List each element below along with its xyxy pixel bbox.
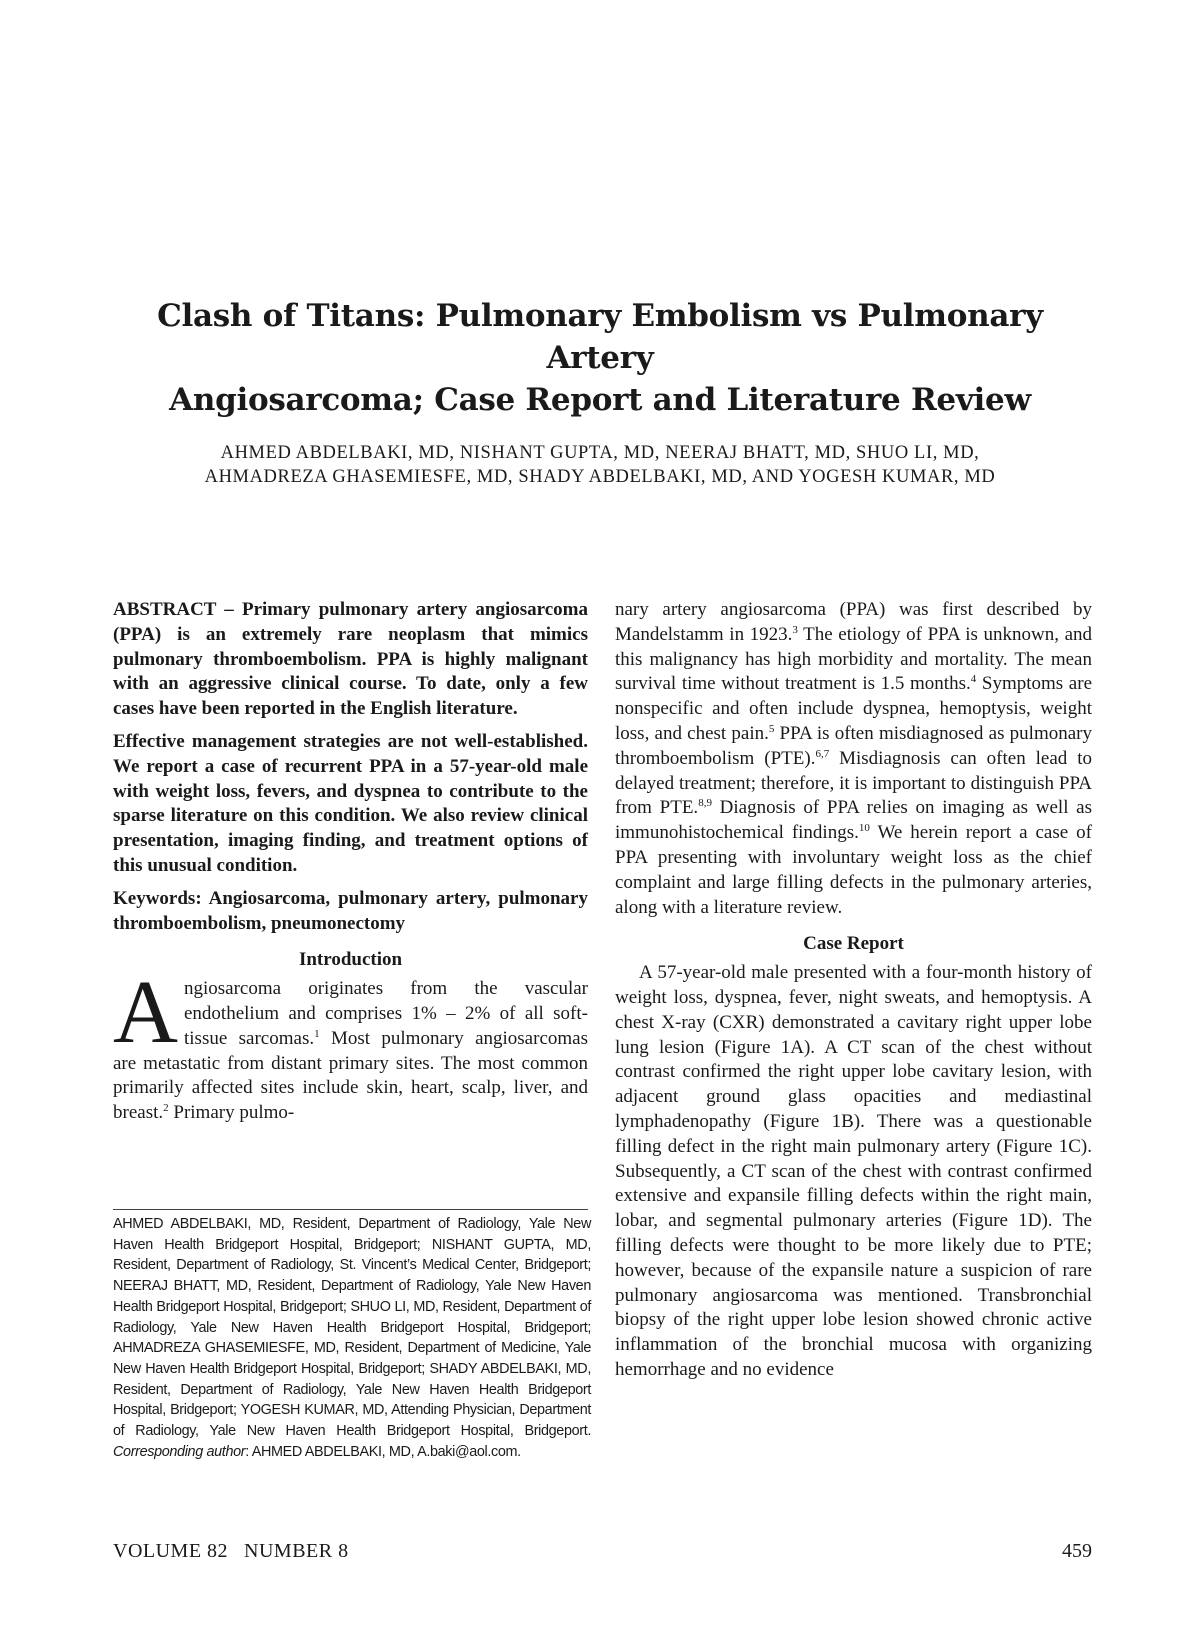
abstract-paragraph-2: Effective management strategies are not well-established. We report a case of recurrent PPA in a 57-year-old male with weight loss, fevers, and dyspnea to contribute to the sparse literature on this condition. We also review clinical presentation, imaging finding, and treatment options of this unusual condition. xyxy=(113,730,588,876)
citation-6-7: 6,7 xyxy=(815,747,830,760)
introduction-heading: Introduction xyxy=(298,949,403,971)
intro-cont-text-1: nary artery angiosarcoma (PPA) was first described by Mandelstamm in 1923. xyxy=(615,599,1092,645)
citation-3: 3 xyxy=(792,623,798,636)
case-report-heading: Case Report xyxy=(803,933,904,955)
right-column xyxy=(615,598,1092,1383)
intro-text-c: Primary pulmo- xyxy=(168,1102,295,1124)
article-header xyxy=(100,295,1100,489)
keywords: Keywords: Angiosarcoma, pulmonary artery, pulmonary thromboembolism, pneumonectomy xyxy=(113,887,588,934)
citation-2: 2 xyxy=(163,1102,169,1115)
intro-continued-paragraph xyxy=(615,598,1092,920)
intro-text-a: ngiosarcoma originates from the vascular endothelium and comprises 1% – 2% of all soft-tissue sarcomas. xyxy=(184,978,588,1049)
authors-line-1: AHMED ABDELBAKI, MD, NISHANT GUPTA, MD, NEERAJ BHATT, MD, SHUO LI, MD, xyxy=(220,443,980,463)
issue-number: NUMBER 8 xyxy=(244,1540,349,1562)
citation-1: 1 xyxy=(314,1027,320,1040)
affiliations-text: AHMED ABDELBAKI, MD, Resident, Department of Radiology, Yale New Haven Health Bridgeport Hospital, Bridgeport; NISHANT GUPTA, MD, Resident, Department of Radiology, St. Vincent’s Medical Center, Bridgeport; NEERAJ BHATT, MD, Resident, Department of Radiology, Yale New Haven Health Bridgeport Hospital, Bridgeport; SHUO LI, MD, Resident, Department of Radiology, Yale New Haven Health Bridgeport Hospital, Bridgeport; AHMADREZA GHASEMIESFE, MD, Resident, Department of Medicine, Yale New Haven Health Bridgeport Hospital, Bridgeport; SHADY ABDELBAKI, MD, Resident, Department of Radiology, Yale New Haven Health Bridgeport Hospital, Bridgeport; YOGESH KUMAR, MD, Attending Physician, Department of Radiology, Yale New Haven Health Bridgeport Hospital, Bridgeport. xyxy=(113,1216,591,1440)
citation-4: 4 xyxy=(970,673,977,686)
intro-cont-text-7: We herein report a case of PPA presenting with involuntary weight loss as the chief complaint and large filling defects in the pulmonary arteries, along with a literature review. xyxy=(615,822,1092,918)
case-report-paragraph: A 57-year-old male presented with a four-month history of weight loss, dyspnea, fever, night sweats, and hemoptysis. A chest X-ray (CXR) demonstrated a cavitary right upper lobe lung lesion (Figure 1A). A CT scan of the chest without contrast confirmed the right upper lobe cavitary lesion, with adjacent ground glass opacities and mediastinal lymphadenopathy (Figure 1B). There was a questionable filling defect in the right main pulmonary artery (Figure 1C). Subsequently, a CT scan of the chest with contrast confirmed extensive and expansile filling defects within the right main, lobar, and segmental pulmonary arteries (Figure 1D). The filling defects were thought to be more likely due to PTE; however, because of the expansile nature a suspicion of rare pulmonary angiosarcoma was mentioned. Transbronchial biopsy of the right upper lobe lesion showed chronic active inflammation of the bronchial mucosa with organizing hemorrhage and no evidence xyxy=(615,962,1092,1380)
article-title xyxy=(100,295,1100,421)
corresponding-author-contact: : AHMED ABDELBAKI, MD, A.baki@aol.com. xyxy=(245,1443,521,1460)
title-line-2: Angiosarcoma; Case Report and Literature Review xyxy=(169,382,1031,418)
author-affiliations xyxy=(113,1214,591,1462)
abstract-paragraph-1: ABSTRACT – Primary pulmonary artery angiosarcoma (PPA) is an extremely rare neoplasm that mimics pulmonary thromboembolism. PPA is highly malignant with an aggressive clinical course. To date, only a few cases have been reported in the English literature. xyxy=(113,599,588,720)
journal-issue-info xyxy=(113,1540,365,1563)
authors-line-2: AHMADREZA GHASEMIESFE, MD, SHADY ABDELBAKI, MD, AND YOGESH KUMAR, MD xyxy=(204,467,996,487)
author-list xyxy=(100,441,1100,489)
volume-label: VOLUME 82 xyxy=(113,1540,229,1562)
citation-5: 5 xyxy=(768,722,775,735)
left-column xyxy=(113,598,588,1126)
corresponding-author-label: Corresponding author xyxy=(113,1443,246,1460)
intro-cont-text-4: PPA is often misdiagnosed as pulmonary thromboembolism (PTE). xyxy=(615,722,1092,769)
intro-text-b: Most pulmonary angiosarcomas are metastatic from distant primary sites. The most common primarily affected sites include skin, heart, scalp, liver, and breast. xyxy=(113,1027,588,1124)
intro-cont-text-3: Symptoms are nonspecific and often include dyspnea, hemoptysis, weight loss, and chest pain. xyxy=(615,673,1092,744)
citation-8-9: 8,9 xyxy=(698,797,712,810)
page-number: 459 xyxy=(1062,1540,1092,1562)
drop-cap: A xyxy=(113,963,178,1063)
intro-cont-text-5: Misdiagnosis can often lead to delayed treatment; therefore, it is important to distinguish PPA from PTE. xyxy=(615,747,1092,819)
title-line-1: Clash of Titans: Pulmonary Embolism vs Pulmonary Artery xyxy=(157,298,1043,376)
citation-10: 10 xyxy=(858,822,870,835)
intro-cont-text-6: Diagnosis of PPA relies on imaging as well as immunohistochemical findings. xyxy=(615,797,1093,844)
intro-cont-text-2: The etiology of PPA is unknown, and this malignancy has high morbidity and mortality. The mean survival time without treatment is 1.5 months. xyxy=(615,623,1092,695)
footnote-divider xyxy=(113,1209,588,1210)
introduction-paragraph xyxy=(113,963,588,1126)
